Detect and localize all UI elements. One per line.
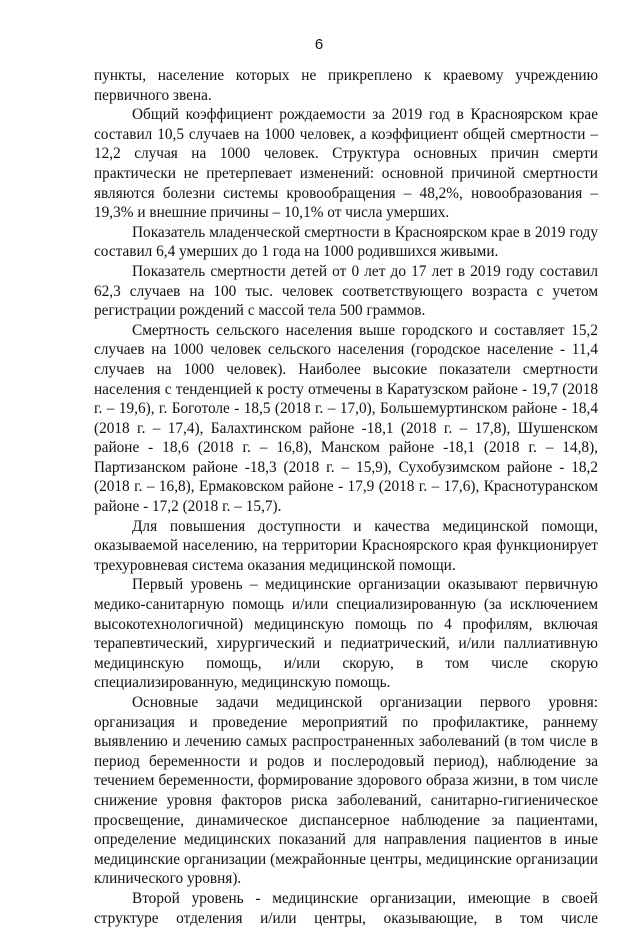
paragraph-continuation: пункты, население которых не прикреплено к краевому учреждению первичного звена. <box>94 67 598 104</box>
document-body <box>94 66 598 928</box>
paragraph-birth-death-rates: Общий коэффициент рождаемости за 2019 год в Красноярском крае составил 10,5 случаев на 1000 человек, а коэффициент общей смертности – 12,2 случая на 1000 человек. Структура основных причин смерти практически не претерпевает изменений: основной причиной смертности являются болезни системы кровообращения – 48,2%, новообразования – 19,3% и внешние причины – 10,1% от числа умерших. <box>94 106 598 222</box>
paragraph-second-level: Второй уровень - медицинские организации, имеющие в своей структуре отделения и/или центры, оказывающие, в том числе <box>94 889 598 927</box>
paragraph-rural-mortality: Смертность сельского населения выше городского и составляет 15,2 случаев на 1000 человек сельского населения (городское население - 11,4 случаев на 1000 человек). Наиболее высокие показатели смертности населения с тенденцией к росту отмечены в Каратузском районе - 19,7 (2018 г. – 19,6), г. Боготоле - 18,5 (2018 г. – 17,0), Большемуртинском районе - 18,4 (2018 г. – 17,4), Балахтинском районе -18,1 (2018 г. – 17,8), Шушенском районе - 18,6 (2018 г. – 16,8), Манском районе -18,1 (2018 г. – 14,8), Партизанском районе -18,3 (2018 г. – 15,9), Сухобузимском районе - 18,2 (2018 г. – 16,8), Ермаковском районе - 17,9 (2018 г. – 17,6), Краснотуранском районе - 17,2 (2018 г. – 15,7). <box>94 321 598 516</box>
paragraph-child-mortality: Показатель смертности детей от 0 лет до 17 лет в 2019 году составил 62,3 случаев на 100 тыс. человек соответствующего возраста с учетом регистрации рождений с массой тела 500 граммов. <box>94 262 598 320</box>
paragraph-infant-mortality: Показатель младенческой смертности в Красноярском крае в 2019 году составил 6,4 умерших до 1 года на 1000 родившихся живыми. <box>94 223 598 261</box>
paragraph-first-level: Первый уровень – медицинские организации оказывают первичную медико-санитарную помощь и/или специализированную (за исключением высокотехнологичной) медицинскую помощь по 4 профилям, включая терапевтический, хирургический и педиатрический, и/или паллиативную медицинскую помощь, и/или скорую, в том числе скорую специализированную, медицинскую помощь. <box>94 576 598 692</box>
paragraph-three-level-system: Для повышения доступности и качества медицинской помощи, оказываемой населению, на территории Красноярского края функционирует трехуровневая система оказания медицинской помощи. <box>94 517 598 574</box>
page-number: 6 <box>314 36 324 53</box>
paragraph-first-level-tasks: Основные задачи медицинской организации первого уровня: организация и проведение мероприятий по профилактике, раннему выявлению и лечению самых распространенных заболеваний (в том числе в период беременности и родов и послеродовый период), наблюдение за течением беременности, формирование здорового образа жизни, в том числе снижение уровня факторов риска заболеваний, санитарно-гигиеническое просвещение, динамическое диспансерное наблюдение за пациентами, определение медицинских показаний для направления пациентов в иные медицинские организации (межрайонные центры, медицинские организации клинического уровня). <box>94 694 598 888</box>
